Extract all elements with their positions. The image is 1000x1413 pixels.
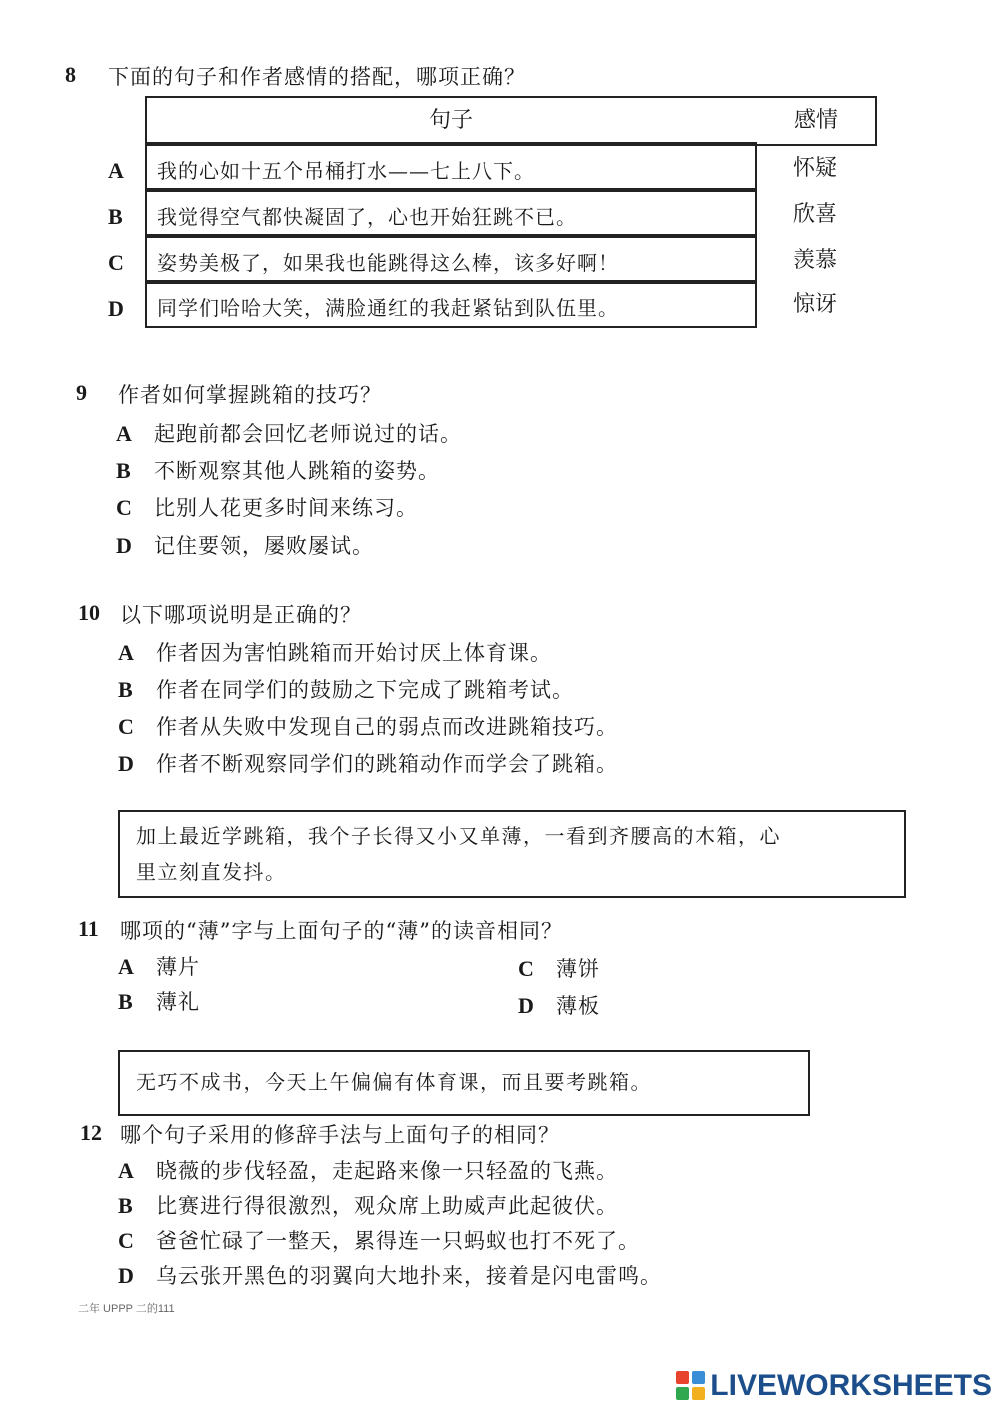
option-b[interactable]: [118, 674, 574, 704]
option-text: 作者从失败中发现自己的弱点而改进跳箱技巧。: [156, 715, 618, 739]
option-letter: C: [118, 1228, 135, 1253]
question-number: 10: [78, 600, 100, 625]
option-letter: A: [116, 421, 133, 446]
option-text: 薄板: [556, 994, 600, 1018]
option-d[interactable]: [118, 1260, 662, 1290]
liveworksheets-logo-text: LIVEWORKSHEETS: [710, 1369, 992, 1402]
footer-scrap-text: 二年 UPPP 二的111: [78, 1303, 175, 1315]
option-a[interactable]: [116, 418, 462, 448]
option-text: 薄礼: [156, 990, 200, 1014]
question-text: 哪项的“薄”字与上面句子的“薄”的读音相同？: [120, 919, 563, 943]
option-text: 晓薇的步伐轻盈，走起路来像一只轻盈的飞燕。: [156, 1159, 618, 1183]
question-text: 哪个句子采用的修辞手法与上面句子的相同？: [120, 1123, 560, 1147]
passage-line: 加上最近学跳箱，我个子长得又小又单薄，一看到齐腰高的木箱，心: [136, 824, 781, 848]
passage-box: [118, 810, 906, 898]
option-text: 作者不断观察同学们的跳箱动作而学会了跳箱。: [156, 752, 618, 776]
question-number: 12: [80, 1120, 102, 1145]
row-emotion: 欣喜: [792, 202, 837, 227]
option-text: 乌云张开黑色的羽翼向大地扑来，接着是闪电雷鸣。: [156, 1264, 662, 1288]
question-text: 作者如何掌握跳箱的技巧？: [118, 383, 382, 407]
row-emotion: 怀疑: [792, 156, 837, 181]
option-c[interactable]: [518, 953, 600, 983]
liveworksheets-logo[interactable]: [676, 1369, 992, 1403]
option-text: 爸爸忙碌了一整天，累得连一只蚂蚁也打不死了。: [156, 1229, 640, 1253]
table-row[interactable]: [145, 280, 757, 328]
option-letter: B: [108, 204, 123, 229]
liveworksheets-logo-icon: [676, 1371, 706, 1401]
option-d[interactable]: [518, 990, 600, 1020]
table-row[interactable]: [145, 188, 757, 238]
option-a[interactable]: [118, 1155, 618, 1185]
question-text: 以下哪项说明是正确的？: [120, 603, 362, 627]
option-text: 薄饼: [556, 957, 600, 981]
header-sentence: 句子: [428, 108, 473, 133]
option-text: 不断观察其他人跳箱的姿势。: [154, 459, 440, 483]
option-letter: D: [118, 751, 135, 776]
option-letter: B: [116, 458, 132, 483]
option-text: 记住要领，屡败屡试。: [154, 534, 374, 558]
row-emotion: 羡慕: [792, 248, 837, 273]
option-letter: B: [118, 677, 134, 702]
option-letter: A: [118, 640, 135, 665]
option-text: 比别人花更多时间来练习。: [154, 496, 418, 520]
question-text: 下面的句子和作者感情的搭配，哪项正确？: [108, 65, 526, 89]
option-letter: C: [116, 495, 133, 520]
option-text: 比赛进行得很激烈，观众席上助威声此起彼伏。: [156, 1194, 618, 1218]
option-b[interactable]: [116, 455, 440, 485]
option-letter: C: [118, 714, 135, 739]
question-number: 9: [76, 380, 87, 405]
option-letter: B: [118, 1193, 134, 1218]
row-emotion: 惊讶: [792, 292, 837, 317]
table-row[interactable]: [145, 142, 757, 192]
table-header-row: [145, 96, 877, 146]
question-number: 11: [78, 916, 99, 941]
question-number: 8: [65, 62, 76, 87]
option-letter: D: [518, 993, 535, 1018]
passage-line: 里立刻直发抖。: [136, 860, 287, 884]
option-c[interactable]: [118, 1225, 640, 1255]
option-letter: D: [116, 533, 133, 558]
passage-line: 无巧不成书，今天上午偏偏有体育课，而且要考跳箱。: [136, 1070, 652, 1094]
option-b[interactable]: [118, 1190, 618, 1220]
option-a[interactable]: [118, 637, 552, 667]
option-c[interactable]: [118, 711, 618, 741]
option-letter: A: [118, 1158, 135, 1183]
option-text: 作者因为害怕跳箱而开始讨厌上体育课。: [156, 641, 552, 665]
option-letter: C: [108, 250, 124, 275]
passage-box: [118, 1050, 810, 1116]
option-b[interactable]: [118, 986, 200, 1016]
option-letter: D: [108, 296, 124, 321]
option-text: 薄片: [156, 955, 200, 979]
table-row[interactable]: [145, 234, 757, 284]
option-letter: A: [108, 158, 124, 183]
option-letter: D: [118, 1263, 135, 1288]
header-emotion: 感情: [793, 108, 838, 133]
option-letter: C: [518, 956, 535, 981]
option-letter: A: [118, 954, 135, 979]
option-d[interactable]: [116, 530, 374, 560]
row-sentence: 姿势美极了，如果我也能跳得这么棒，该多好啊！: [157, 251, 619, 275]
option-text: 起跑前都会回忆老师说过的话。: [154, 422, 462, 446]
option-letter: B: [118, 989, 134, 1014]
option-text: 作者在同学们的鼓励之下完成了跳箱考试。: [156, 678, 574, 702]
row-sentence: 我觉得空气都快凝固了，心也开始狂跳不已。: [157, 205, 577, 229]
row-sentence: 我的心如十五个吊桶打水——七上八下。: [157, 159, 535, 183]
option-a[interactable]: [118, 951, 200, 981]
option-c[interactable]: [116, 492, 418, 522]
row-sentence: 同学们哈哈大笑，满脸通红的我赶紧钻到队伍里。: [157, 296, 619, 320]
option-d[interactable]: [118, 748, 618, 778]
